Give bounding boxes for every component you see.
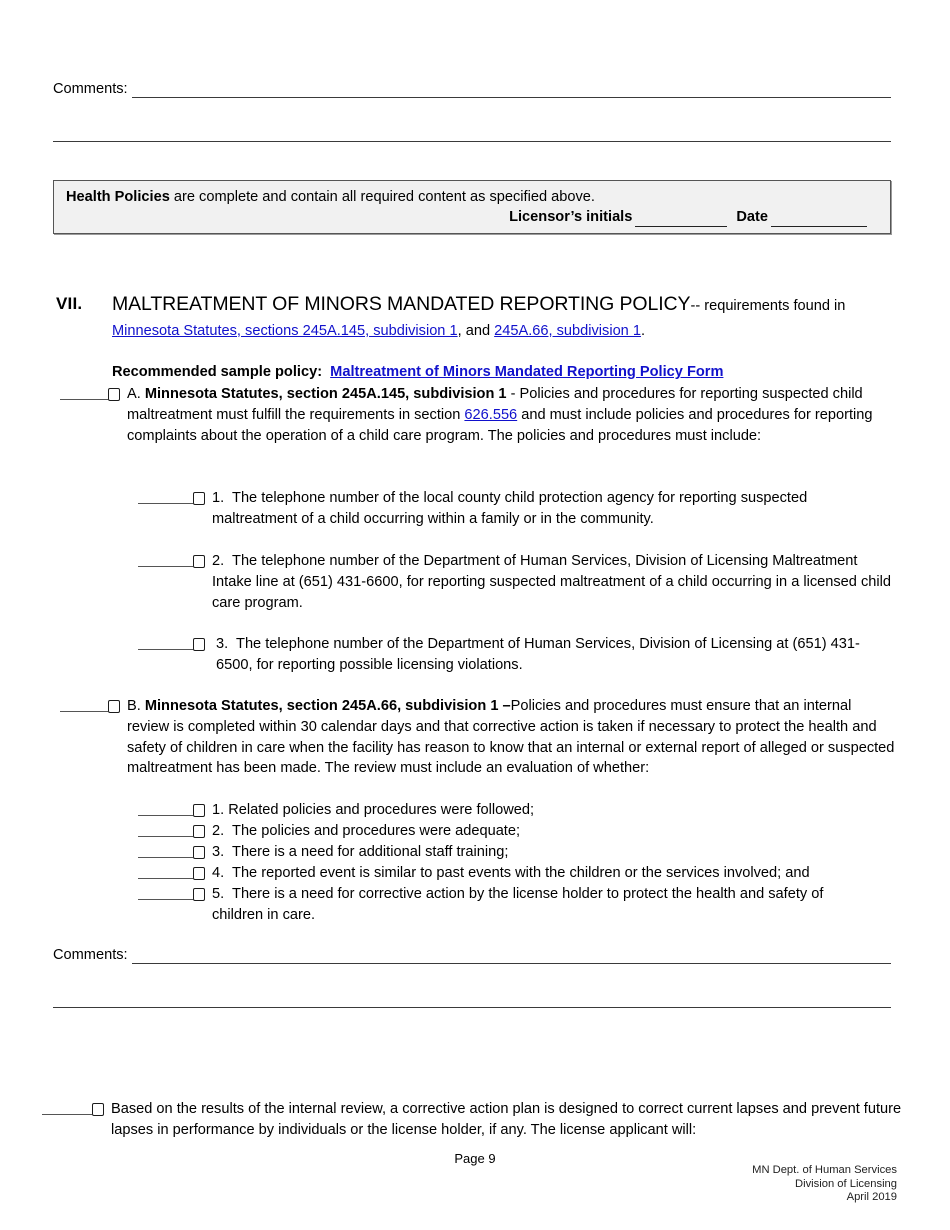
item-b4-lead: [138, 863, 205, 883]
checklist-item-b: [60, 696, 898, 779]
item-a1-initials-line[interactable]: [138, 493, 193, 504]
item-a1-text: The telephone number of the local county child protection agency for reporting suspected maltreatment of a child occurring within a family or in the community.: [212, 490, 808, 527]
footer-line-department: MN Dept. of Human Services: [752, 1164, 897, 1176]
item-b1-checkbox[interactable]: [193, 804, 205, 817]
item-b2-initials-line[interactable]: [138, 826, 193, 837]
item-a-text-2: and must include policies and procedures for reporting complaints about the operation of a child care program. The policies and procedures must include:: [127, 406, 873, 444]
checklist-item-a1: [138, 488, 898, 530]
item-a-checkbox[interactable]: [108, 388, 120, 401]
item-a3-body: [205, 634, 895, 676]
item-b4-body: [205, 863, 928, 884]
item-a3-lead: [138, 634, 205, 654]
date-label: Date: [736, 209, 768, 225]
item-b4-number: 4.: [212, 865, 225, 881]
top-comments-row: [53, 80, 891, 98]
item-b-initials-line[interactable]: [60, 701, 108, 712]
section-title: MALTREATMENT OF MINORS MANDATED REPORTING POLICY: [112, 293, 691, 315]
item-b-text: Policies and procedures must ensure that an internal review is completed within 30 calendar days and that corrective action is taken if necessary to protect the health and safety of children in care when the facility has reason to know that an internal or external report of alleged or suspected maltreatment has been made. The review must include an evaluation of whether:: [127, 698, 895, 777]
item-b5-number: 5.: [212, 886, 225, 902]
item-a3-checkbox[interactable]: [193, 638, 205, 651]
item-a3-number: 3.: [216, 636, 229, 652]
checklist-item-corrective-action: [42, 1099, 922, 1141]
item-b2-number: 2.: [212, 823, 225, 839]
checklist-item-a3: [138, 634, 898, 676]
checklist-item-b5: [138, 884, 898, 926]
date-field[interactable]: [771, 214, 867, 227]
footer-line-date: April 2019: [846, 1191, 897, 1204]
item-a2-number: 2.: [212, 553, 225, 569]
page-number: Page 9: [454, 1151, 496, 1166]
bottom-comments-label: Comments:: [53, 947, 128, 963]
item-b3-body: [205, 842, 895, 863]
item-b1-initials-line[interactable]: [138, 805, 193, 816]
item-b5-checkbox[interactable]: [193, 888, 205, 901]
item-b3-lead: [138, 842, 205, 862]
item-b1-body: [205, 800, 895, 821]
item-b3-text: There is a need for additional staff training;: [232, 844, 509, 860]
item-b3-checkbox[interactable]: [193, 846, 205, 859]
recommended-sample-policy-link[interactable]: Maltreatment of Minors Mandated Reporting Policy Form: [330, 364, 724, 380]
attestation-bold-lead: Health Policies: [66, 189, 170, 205]
comments-label: Comments:: [53, 81, 128, 97]
attestation-signature-row: [66, 207, 878, 227]
checklist-item-b2: [138, 821, 898, 842]
item-a1-lead: [138, 488, 205, 508]
checklist-item-a2: [138, 551, 898, 613]
item-b3-initials-line[interactable]: [138, 847, 193, 858]
corrective-action-checkbox[interactable]: [92, 1103, 104, 1116]
section-heading: [112, 292, 902, 318]
item-b-prefix: B.: [127, 698, 145, 714]
statute-link-626556[interactable]: 626.556: [464, 406, 518, 423]
corrective-action-text: Based on the results of the internal review, a corrective action plan is designed to correct current lapses and prevent future lapses in performance by individuals or the license holder, if any. The license applicant will:: [111, 1101, 902, 1138]
checklist-item-b3: [138, 842, 898, 863]
item-b4-initials-line[interactable]: [138, 868, 193, 879]
section-number: VII.: [56, 294, 83, 313]
item-b-checkbox[interactable]: [108, 700, 120, 713]
item-a-text-1: - Policies and procedures for reporting suspected child maltreatment must fulfill the requirements in section: [127, 386, 863, 423]
item-b-lead: [60, 696, 120, 716]
item-b-statute-bold: Minnesota Statutes, section 245A.66, subdivision 1 –: [144, 698, 511, 714]
item-a-prefix: A.: [127, 386, 145, 402]
corrective-action-lead: [42, 1099, 104, 1119]
item-b5-initials-line[interactable]: [138, 889, 193, 900]
item-b4-checkbox[interactable]: [193, 867, 205, 880]
item-a-lead: [60, 384, 120, 404]
licensor-initials-label: Licensor’s initials: [509, 209, 633, 225]
item-a1-number: 1.: [212, 490, 225, 506]
item-b-body: [120, 696, 895, 779]
recommended-sample-policy-row: [112, 362, 912, 382]
item-b2-checkbox[interactable]: [193, 825, 205, 838]
section-statute-references: [112, 320, 902, 342]
checklist-item-b4: [138, 863, 928, 884]
item-b2-text: The policies and procedures were adequate;: [232, 823, 521, 839]
statute-link-245a145[interactable]: Minnesota Statutes, sections 245A.145, subdivision 1: [112, 323, 458, 339]
comments-write-line-1[interactable]: [132, 84, 891, 98]
item-b5-text: There is a need for corrective action by the license holder to protect the health and safety of children in care.: [212, 886, 824, 923]
item-a2-body: [205, 551, 895, 613]
bottom-comments-write-line-2[interactable]: [53, 1007, 891, 1008]
comments-write-line-2[interactable]: [53, 141, 891, 142]
item-a2-initials-line[interactable]: [138, 556, 193, 567]
item-a3-text: The telephone number of the Department of Human Services, Division of Licensing at (651) 431-6500, for reporting possible licensing violations.: [216, 636, 860, 673]
item-b5-body: [205, 884, 865, 926]
item-a1-checkbox[interactable]: [193, 492, 205, 505]
item-b4-text: The reported event is similar to past events with the children or the services involved; and: [232, 865, 810, 881]
item-a1-body: [205, 488, 895, 530]
attestation-statement: [66, 188, 878, 207]
item-a2-lead: [138, 551, 205, 571]
health-policies-attestation-box: [53, 180, 891, 234]
checklist-item-b1: [138, 800, 898, 821]
footer-line-division: Division of Licensing: [795, 1177, 897, 1190]
attestation-statement-text: are complete and contain all required content as specified above.: [169, 189, 595, 205]
item-b1-number: 1.: [212, 802, 225, 818]
item-b5-lead: [138, 884, 205, 904]
item-a-body: [120, 384, 890, 446]
item-b2-body: [205, 821, 895, 842]
recommended-sample-policy-label: Recommended sample policy:: [112, 364, 323, 380]
statute-joiner: , and: [457, 323, 495, 339]
checklist-item-a: [60, 384, 898, 446]
item-b1-text: Related policies and procedures were followed;: [228, 802, 535, 818]
item-b3-number: 3.: [212, 844, 225, 860]
bottom-comments-row: [53, 946, 891, 964]
statute-link-245a66[interactable]: 245A.66, subdivision 1: [494, 323, 641, 339]
item-b2-lead: [138, 821, 205, 841]
footer-agency-block: [752, 1164, 897, 1205]
item-a2-text: The telephone number of the Department of Human Services, Division of Licensing Maltreatment Intake line at (651) 431-6600, for reporting suspected maltreatment of a child occurring in a licensed child care program.: [212, 553, 891, 611]
item-a3-initials-line[interactable]: [138, 639, 193, 650]
item-a-statute-bold: Minnesota Statutes, section 245A.145, subdivision 1: [144, 386, 507, 402]
statute-period: .: [640, 323, 646, 339]
section-title-suffix: -- requirements found in: [690, 298, 846, 314]
licensor-initials-field[interactable]: [635, 214, 727, 227]
item-a-initials-line[interactable]: [60, 389, 108, 400]
corrective-action-initials-line[interactable]: [42, 1104, 92, 1115]
bottom-comments-write-line-1[interactable]: [132, 950, 891, 964]
item-b1-lead: [138, 800, 205, 820]
item-a2-checkbox[interactable]: [193, 555, 205, 568]
